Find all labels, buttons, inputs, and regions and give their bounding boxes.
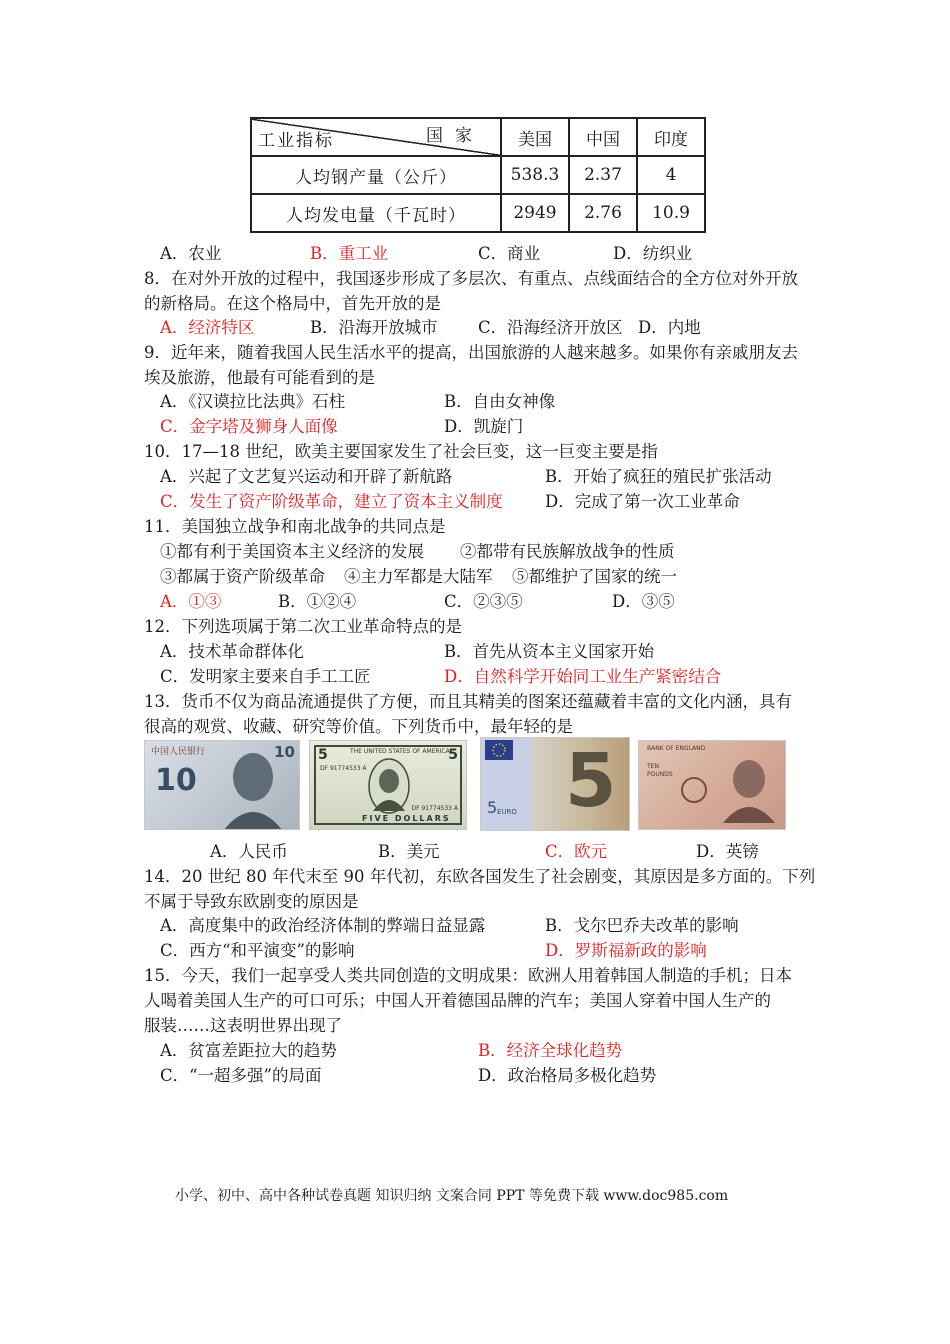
portrait-icon bbox=[217, 747, 289, 830]
rmb-bank-name: 中国人民银行 bbox=[151, 747, 206, 757]
option-a-answer: A．①③ bbox=[160, 592, 222, 611]
option-b: B．①②④ bbox=[278, 592, 357, 611]
table-cell: 2.76 bbox=[569, 194, 637, 232]
statement-5: ⑤都维护了国家的统一 bbox=[512, 567, 677, 586]
option-b: B．自由女神像 bbox=[444, 392, 556, 411]
option-c: C．“一超多强”的局面 bbox=[160, 1066, 322, 1085]
usd-serial-right: DF 91774533 A bbox=[411, 805, 458, 812]
option-a: A．农业 bbox=[160, 244, 222, 263]
option-c: C．②③⑤ bbox=[444, 592, 523, 611]
euro-denomination: 5 bbox=[565, 738, 617, 824]
crest-icon bbox=[679, 775, 709, 805]
question-15-stem-line3: 服装……这表明世界出现了 bbox=[144, 1016, 342, 1035]
question-15-stem-line2: 人喝着美国人生产的可口可乐；中国人开着德国品牌的汽车；美国人穿着中国人生产的 bbox=[144, 991, 771, 1010]
question-15-stem-line1: 15．今天，我们一起享受人类共同创造的文明成果：欧洲人用着韩国人制造的手机；日本 bbox=[144, 966, 792, 985]
option-d-answer: D．罗斯福新政的影响 bbox=[545, 941, 707, 960]
option-b-answer: B．经济全球化趋势 bbox=[478, 1041, 623, 1060]
question-13-stem-line1: 13．货币不仅为商品流通提供了方便，而且其精美的图案还蕴藏着丰富的文化内涵，具有 bbox=[144, 692, 792, 711]
statement-3: ③都属于资产阶级革命 bbox=[160, 567, 325, 586]
column-header: 中国 bbox=[569, 118, 637, 156]
column-header: 美国 bbox=[501, 118, 569, 156]
euro-denomination-small: 5 bbox=[487, 798, 498, 817]
rmb-denomination-corner: 10 bbox=[274, 743, 295, 761]
portrait-icon bbox=[719, 753, 779, 823]
question-14-stem-line1: 14．20 世纪 80 年代末至 90 年代初，东欧各国发生了社会剧变，其原因是多方面的。下列 bbox=[144, 867, 816, 886]
option-c: C．商业 bbox=[478, 244, 541, 263]
option-b: B．戈尔巴乔夫改革的影响 bbox=[545, 916, 739, 935]
option-a: A．兴起了文艺复兴运动和开辟了新航路 bbox=[160, 467, 453, 486]
euro-label: EURO bbox=[497, 808, 517, 816]
page-footer: 小学、初中、高中各种试卷真题 知识归纳 文案合同 PPT 等免费下载 www.doc985.com bbox=[175, 1188, 729, 1204]
question-14-stem-line2: 不属于导致东欧剧变的原因是 bbox=[144, 892, 359, 911]
question-9-stem-line1: 9．近年来，随着我国人民生活水平的提高，出国旅游的人越来越多。如果你有亲戚朋友去 bbox=[144, 343, 798, 362]
question-11-stem: 11．美国独立战争和南北战争的共同点是 bbox=[144, 517, 446, 536]
statement-2: ②都带有民族解放战争的性质 bbox=[460, 542, 675, 561]
option-d: D．凯旋门 bbox=[444, 417, 524, 436]
option-c: C．发明家主要来自手工工匠 bbox=[160, 667, 371, 686]
option-a: A．技术革命群体化 bbox=[160, 642, 304, 661]
option-b-answer: B．重工业 bbox=[310, 244, 389, 263]
option-b: B．美元 bbox=[378, 842, 440, 861]
option-c-answer: C．欧元 bbox=[545, 842, 608, 861]
option-d: D．完成了第一次工业革命 bbox=[545, 492, 740, 511]
option-d: D．政治格局多极化趋势 bbox=[478, 1066, 657, 1085]
gbp-bank-name: BANK OF ENGLAND bbox=[647, 745, 706, 752]
question-13-stem-line2: 很高的观赏、收藏、研究等价值。下列货币中，最年轻的是 bbox=[144, 717, 573, 736]
option-a: A．《汉谟拉比法典》石柱 bbox=[160, 392, 346, 411]
statement-1: ①都有利于美国资本主义经济的发展 bbox=[160, 542, 424, 561]
euro-banknote-image bbox=[480, 737, 630, 831]
eu-flag-icon bbox=[485, 740, 513, 760]
option-c-answer: C．发生了资产阶级革命，建立了资本主义制度 bbox=[160, 492, 503, 511]
table-cell: 10.9 bbox=[637, 194, 705, 232]
usd-footer-text: FIVE DOLLARS bbox=[362, 814, 451, 823]
question-9-stem-line2: 埃及旅游，他最有可能看到的是 bbox=[144, 368, 375, 387]
option-b: B．开始了疯狂的殖民扩张活动 bbox=[545, 467, 772, 486]
question-8-stem-line2: 的新格局。在这个格局中，首先开放的是 bbox=[144, 294, 441, 313]
industry-table bbox=[250, 117, 706, 233]
statement-4: ④主力军都是大陆军 bbox=[344, 567, 493, 586]
question-10-stem: 10．17—18 世纪，欧美主要国家发生了社会巨变，这一巨变主要是指 bbox=[144, 442, 658, 461]
option-c-answer: C．金字塔及狮身人面像 bbox=[160, 417, 338, 436]
option-a: A．贫富差距拉大的趋势 bbox=[160, 1041, 337, 1060]
row-header: 人均发电量（千瓦时） bbox=[251, 194, 501, 232]
table-cell: 2949 bbox=[501, 194, 569, 232]
option-d: D．英镑 bbox=[696, 842, 759, 861]
option-a: A．人民币 bbox=[210, 842, 288, 861]
option-a-answer: A．经济特区 bbox=[160, 318, 255, 337]
corner-header-country: 国家 bbox=[426, 126, 484, 146]
option-d: D．纺织业 bbox=[613, 244, 693, 263]
rmb-banknote-image bbox=[144, 740, 300, 830]
usd-denomination-corner: 5 bbox=[448, 747, 458, 763]
option-c: C．沿海经济开放区 bbox=[478, 318, 623, 337]
row-header: 人均钢产量（公斤） bbox=[251, 156, 501, 194]
gbp-denomination: TEN POUNDS bbox=[647, 763, 673, 778]
question-12-stem: 12．下列选项属于第二次工业革命特点的是 bbox=[144, 617, 462, 636]
table-cell: 2.37 bbox=[569, 156, 637, 194]
option-d-answer: D．自然科学开始同工业生产紧密结合 bbox=[444, 667, 722, 686]
option-b: B．沿海开放城市 bbox=[310, 318, 438, 337]
portrait-icon bbox=[366, 757, 412, 815]
option-c: C．西方“和平演变”的影响 bbox=[160, 941, 355, 960]
question-8-stem-line1: 8．在对外开放的过程中，我国逐步形成了多层次、有重点、点线面结合的全方位对外开放 bbox=[144, 269, 798, 288]
option-a: A．高度集中的政治经济体制的弊端日益显露 bbox=[160, 916, 486, 935]
column-header: 印度 bbox=[637, 118, 705, 156]
usd-banknote-image bbox=[309, 740, 467, 830]
usd-serial-left: DF 91774533 A bbox=[320, 765, 367, 772]
option-b: B．首先从资本主义国家开始 bbox=[444, 642, 655, 661]
gbp-banknote-image bbox=[638, 740, 786, 830]
rmb-denomination: 10 bbox=[155, 763, 197, 798]
usd-header-text: THE UNITED STATES OF AMERICA bbox=[350, 748, 450, 755]
option-d: D．③⑤ bbox=[612, 592, 675, 611]
usd-denomination: 5 bbox=[318, 747, 328, 763]
option-d: D．内地 bbox=[638, 318, 701, 337]
table-corner-cell bbox=[251, 118, 501, 156]
table-cell: 4 bbox=[637, 156, 705, 194]
corner-header-indicator: 工业指标 bbox=[258, 131, 334, 151]
table-cell: 538.3 bbox=[501, 156, 569, 194]
